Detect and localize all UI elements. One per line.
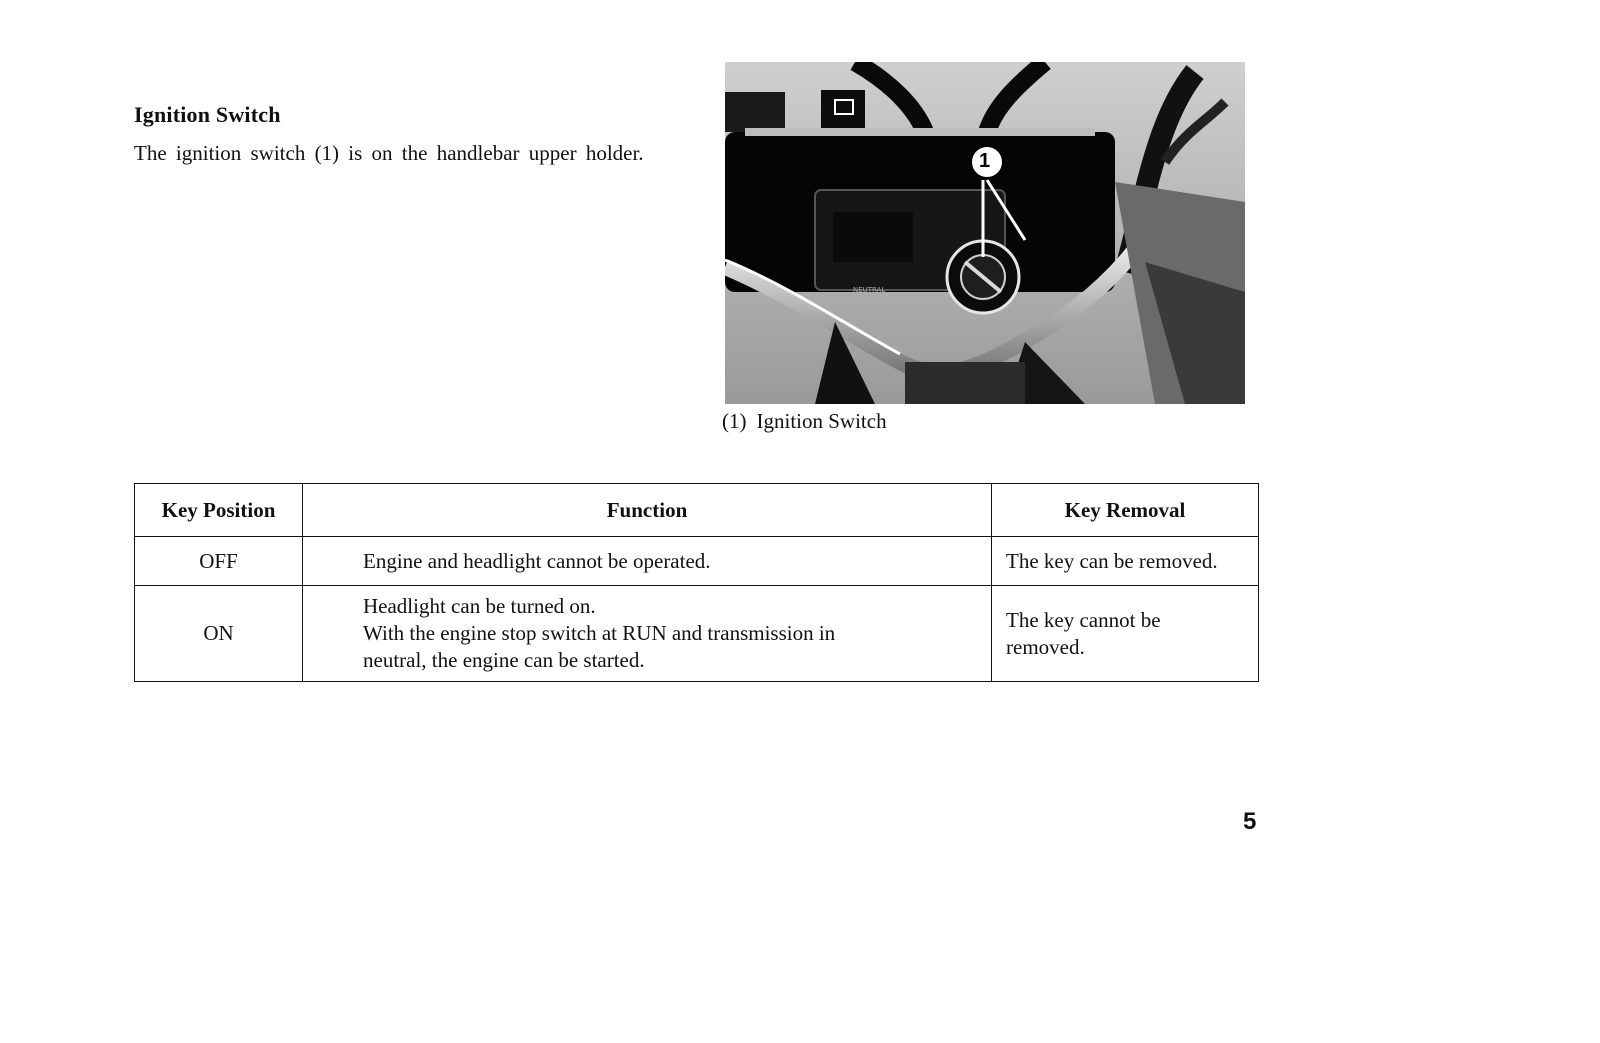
callout-number: 1 bbox=[979, 150, 991, 172]
key-position-on: ON bbox=[135, 586, 303, 682]
function-line: neutral, the engine can be started. bbox=[363, 648, 645, 672]
figure-caption bbox=[722, 409, 887, 434]
section-title: Ignition Switch bbox=[134, 102, 281, 127]
intro-paragraph: The ignition switch (1) is on the handlebar upper holder. bbox=[134, 141, 644, 165]
caption-number: (1) bbox=[722, 409, 747, 433]
caption-text: Ignition Switch bbox=[756, 409, 887, 433]
header-key-removal: Key Removal bbox=[992, 484, 1259, 537]
table-row bbox=[135, 537, 1259, 586]
key-position-table bbox=[134, 483, 1259, 682]
ignition-switch-photo bbox=[725, 62, 1245, 404]
page-number: 5 bbox=[1243, 808, 1257, 835]
function-cell bbox=[303, 537, 992, 586]
key-removal-cell: The key cannot be removed. bbox=[992, 586, 1259, 682]
header-function: Function bbox=[303, 484, 992, 537]
header-key-position: Key Position bbox=[135, 484, 303, 537]
function-line: With the engine stop switch at RUN and transmission in bbox=[363, 621, 836, 645]
svg-text:NEUTRAL: NEUTRAL bbox=[853, 286, 886, 294]
key-removal-cell: The key can be removed. bbox=[992, 537, 1259, 586]
table-row bbox=[135, 586, 1259, 682]
table-header-row bbox=[135, 484, 1259, 537]
function-line: Engine and headlight cannot be operated. bbox=[363, 548, 711, 573]
function-cell bbox=[303, 586, 992, 682]
key-position-off: OFF bbox=[135, 537, 303, 586]
function-line: Headlight can be turned on. bbox=[363, 594, 596, 618]
